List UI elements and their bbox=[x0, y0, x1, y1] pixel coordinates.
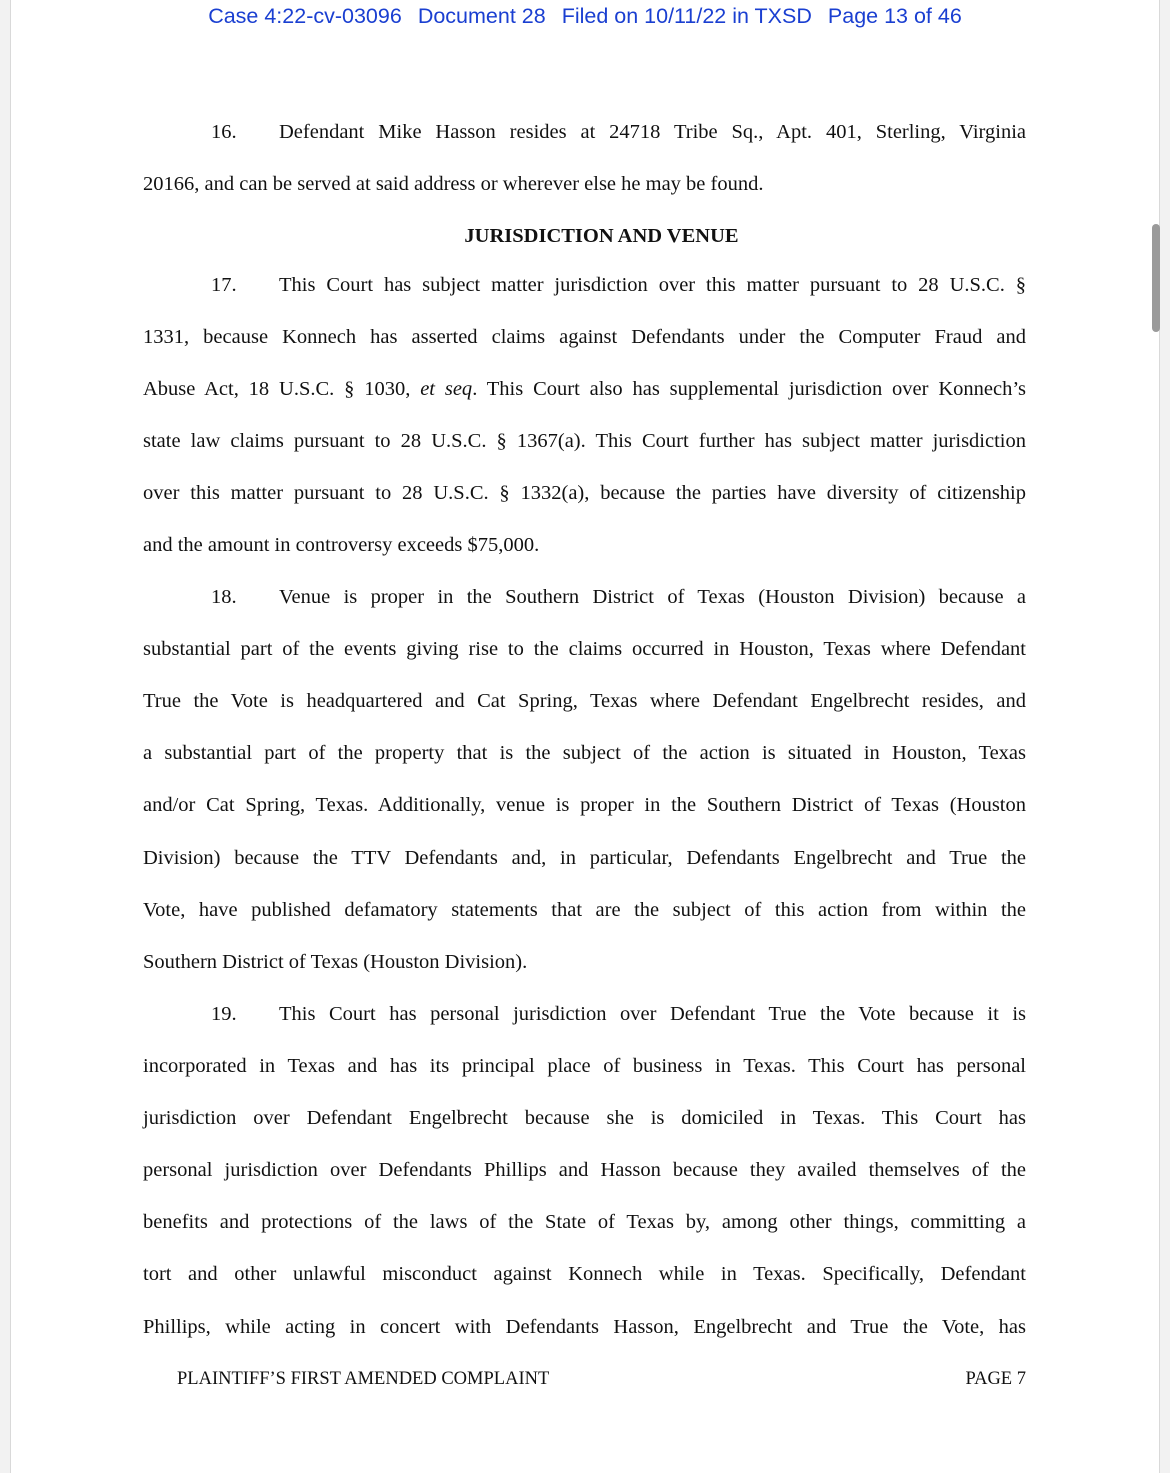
paragraph-19-line: incorporated in Texas and has its principal place of business in Texas. This Court has personal bbox=[143, 1055, 1026, 1077]
filing-date: Filed on 10/11/22 in TXSD bbox=[561, 4, 812, 28]
footer-page-number: PAGE 7 bbox=[965, 1369, 1026, 1389]
italic-citation: et seq bbox=[420, 378, 473, 400]
paragraph-19-line: personal jurisdiction over Defendants Phillips and Hasson because they availed themselves of the bbox=[143, 1159, 1026, 1181]
document-page bbox=[10, 0, 1160, 1473]
paragraph-19-line: tort and other unlawful misconduct against Konnech while in Texas. Specifically, Defendant bbox=[143, 1263, 1026, 1285]
paragraph-16-line: 16. Defendant Mike Hasson resides at 24718 Tribe Sq., Apt. 401, Sterling, Virginia bbox=[211, 121, 1026, 143]
paragraph-19-line: jurisdiction over Defendant Engelbrecht because she is domiciled in Texas. This Court has bbox=[143, 1107, 1026, 1129]
paragraph-number: 17. bbox=[211, 274, 237, 296]
paragraph-19-line: 19. This Court has personal jurisdiction over Defendant True the Vote because it is bbox=[211, 1003, 1026, 1025]
paragraph-18-line: Division) because the TTV Defendants and, in particular, Defendants Engelbrecht and True the bbox=[143, 847, 1026, 869]
paragraph-18-line: substantial part of the events giving rise to the claims occurred in Houston, Texas where Defendant bbox=[143, 638, 1026, 660]
page-indicator: Page 13 of 46 bbox=[827, 4, 962, 28]
paragraph-number: 18. bbox=[211, 586, 237, 608]
paragraph-19-line: Phillips, while acting in concert with Defendants Hasson, Engelbrecht and True the Vote, has bbox=[143, 1316, 1026, 1338]
paragraph-17-line: 1331, because Konnech has asserted claims against Defendants under the Computer Fraud and bbox=[143, 326, 1026, 348]
footer-document-title: PLAINTIFF’S FIRST AMENDED COMPLAINT bbox=[177, 1369, 550, 1389]
paragraph-17-line: state law claims pursuant to 28 U.S.C. § 1367(a). This Court further has subject matter jurisdiction bbox=[143, 430, 1026, 452]
paragraph-17-line: and the amount in controversy exceeds $75,000. bbox=[143, 534, 540, 556]
paragraph-number: 19. bbox=[211, 1003, 237, 1025]
paragraph-18-line: and/or Cat Spring, Texas. Additionally, venue is proper in the Southern District of Texas (Houston bbox=[143, 794, 1026, 816]
paragraph-number: 16. bbox=[211, 121, 237, 143]
paragraph-18-line: 18. Venue is proper in the Southern District of Texas (Houston Division) because a bbox=[211, 586, 1026, 608]
paragraph-18-line: a substantial part of the property that is the subject of the action is situated in Houston, Texas bbox=[143, 742, 1026, 764]
paragraph-17-line: Abuse Act, 18 U.S.C. § 1030, et seq. This Court also has supplemental jurisdiction over Konnech’s bbox=[143, 378, 1027, 400]
case-number: Case 4:22-cv-03096 bbox=[208, 4, 402, 28]
section-heading: JURISDICTION AND VENUE bbox=[464, 225, 739, 247]
paragraph-16-line: 20166, and can be served at said address or wherever else he may be found. bbox=[143, 173, 764, 195]
paragraph-18-line: Vote, have published defamatory statements that are the subject of this action from within the bbox=[143, 899, 1026, 921]
paragraph-17-line: over this matter pursuant to 28 U.S.C. § 1332(a), because the parties have diversity of citizenship bbox=[143, 482, 1026, 504]
document-number: Document 28 bbox=[417, 4, 546, 28]
paragraph-18-line: True the Vote is headquartered and Cat Spring, Texas where Defendant Engelbrecht resides, and bbox=[143, 690, 1026, 712]
paragraph-19-line: benefits and protections of the laws of the State of Texas by, among other things, committing a bbox=[143, 1211, 1026, 1233]
filing-header-stamp bbox=[0, 4, 1170, 29]
paragraph-18-line: Southern District of Texas (Houston Division). bbox=[143, 951, 528, 973]
vertical-scrollbar[interactable] bbox=[1152, 224, 1160, 332]
paragraph-17-line: 17. This Court has subject matter jurisdiction over this matter pursuant to 28 U.S.C. § bbox=[211, 274, 1026, 296]
